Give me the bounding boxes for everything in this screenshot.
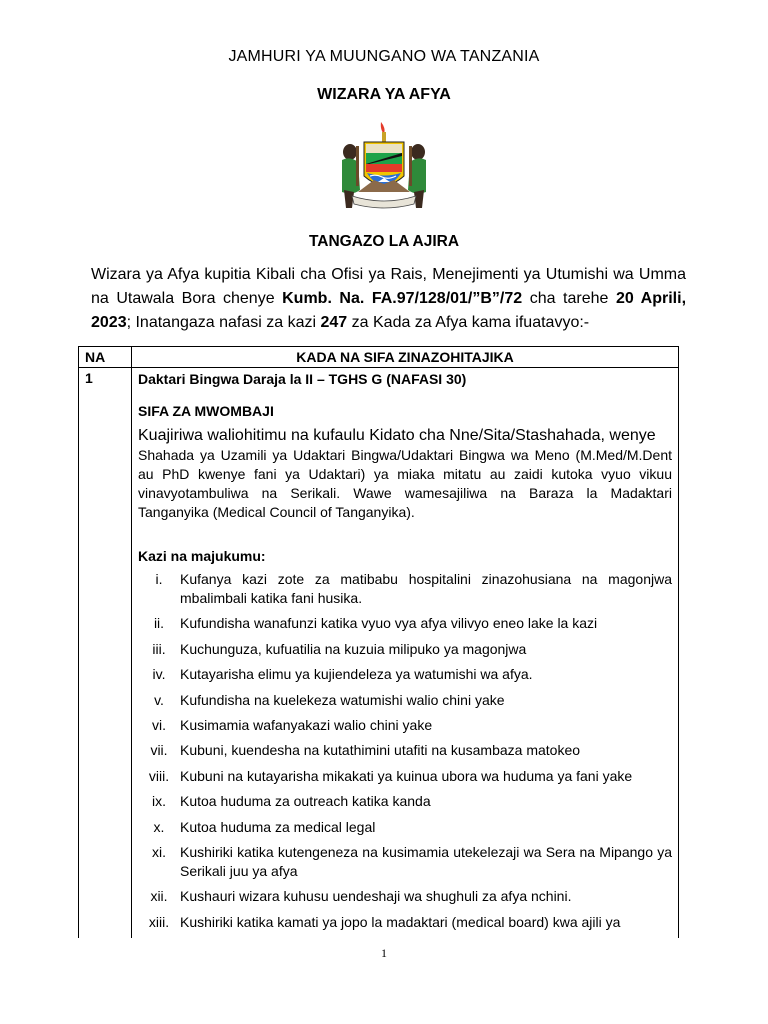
item-text: Kufanya kazi zote za matibabu hospitalini zinazohusiana na magonjwa mbalimbali katika fani husika. xyxy=(180,571,672,606)
announcement-title: TANGAZO LA AJIRA xyxy=(308,233,460,250)
item-text: Kubuni na kutayarisha mikakati ya kuinua ubora wa huduma ya fani yake xyxy=(180,767,633,784)
item-numeral: ix. xyxy=(152,793,166,810)
list-item xyxy=(138,640,672,659)
announcement-intro xyxy=(91,263,686,335)
list-item xyxy=(138,792,672,811)
item-text: Kushiriki katika kamati ya jopo la madaktari (medical board) kwa ajili ya xyxy=(180,913,621,930)
list-item xyxy=(138,767,672,786)
table-header-row xyxy=(79,347,679,368)
intro-count: 247 xyxy=(320,314,348,331)
list-item xyxy=(138,843,672,881)
item-numeral: xi. xyxy=(152,843,166,860)
list-item xyxy=(138,665,672,684)
item-numeral: vi. xyxy=(152,716,166,733)
table-row xyxy=(79,368,679,939)
requirements-heading: SIFA ZA MWOMBAJI xyxy=(138,403,274,419)
item-text: Kufundisha wanafunzi katika vyuo vya afya vilivyo eneo lake la kazi xyxy=(180,615,598,632)
row-number: 1 xyxy=(79,368,132,939)
intro-text-4: za Kada za Afya kama ifuatavyo:- xyxy=(347,314,590,331)
intro-date: 20 Aprili, 2023 xyxy=(91,290,687,331)
item-text: Kusimamia wafanyakazi walio chini yake xyxy=(180,716,433,733)
column-header-kada: KADA NA SIFA ZINAZOHITAJIKA xyxy=(132,347,679,368)
list-item xyxy=(138,818,672,837)
vacancies-table xyxy=(78,346,679,938)
page-number: 1 xyxy=(381,946,387,960)
list-item xyxy=(138,570,672,608)
list-item xyxy=(138,887,672,906)
item-text: Kuchunguza, kufuatilia na kuzuia milipuko ya magonjwa xyxy=(180,640,527,657)
list-item xyxy=(138,614,672,633)
intro-reference: Kumb. Na. FA.97/128/01/”B”/72 xyxy=(282,290,523,307)
item-numeral: vii. xyxy=(150,742,168,759)
requirements-text: Shahada ya Uzamili ya Udaktari Bingwa/Udaktari Bingwa wa Meno (M.Med/M.Dent au PhD kwenye fani ya Udaktari) ya miaka mitatu au zaidi kutoka vyuo vikuu vinavyotambuliwa na Serikali. Wawe wamesajiliwa na Baraza la Madaktari Tanganyika (Medical Council of Tanganyika). xyxy=(138,447,672,520)
item-numeral: i. xyxy=(155,571,163,587)
item-numeral: ii. xyxy=(153,615,165,632)
item-numeral: x. xyxy=(153,818,165,835)
duties-heading: Kazi na majukumu: xyxy=(138,548,266,564)
intro-text-2: cha tarehe xyxy=(522,290,616,307)
item-text: Kutoa huduma za medical legal xyxy=(180,818,376,835)
item-text: Kufundisha na kuelekeza watumishi walio chini yake xyxy=(180,691,505,708)
tanzania-coat-of-arms-icon xyxy=(334,120,434,212)
duties-list xyxy=(138,570,672,932)
item-numeral: xiii. xyxy=(148,913,170,930)
intro-text-3: ; Inatangaza nafasi za kazi xyxy=(126,314,321,331)
list-item xyxy=(138,691,672,710)
list-item xyxy=(138,913,672,932)
item-numeral: viii. xyxy=(148,767,170,784)
list-item xyxy=(138,716,672,735)
item-text: Kushauri wizara kuhusu uendeshaji wa shughuli za afya nchini. xyxy=(180,888,572,905)
post-title: Daktari Bingwa Daraja la II – TGHS G (NAFASI 30) xyxy=(138,371,467,387)
list-item xyxy=(138,741,672,760)
item-text: Kubuni, kuendesha na kutathimini utafiti na kusambaza matokeo xyxy=(180,742,581,759)
item-text: Kushiriki katika kutengeneza na kusimamia utekelezaji wa Sera na Mipango ya Serikali juu ya afya xyxy=(180,843,672,879)
item-numeral: xii. xyxy=(150,888,168,905)
column-header-na: NA xyxy=(79,347,132,368)
requirements-lead: Kuajiriwa waliohitimu na kufaulu Kidato cha Nne/Sita/Stashahada, wenye xyxy=(138,427,656,444)
country-name: JAMHURI YA MUUNGANO WA TANZANIA xyxy=(228,48,540,65)
item-numeral: iv. xyxy=(152,666,166,683)
item-numeral: iii. xyxy=(152,640,166,657)
item-numeral: v. xyxy=(154,691,164,708)
ministry-name: WIZARA YA AFYA xyxy=(317,86,451,103)
intro-text-1: Wizara ya Afya kupitia Kibali cha Ofisi ya Rais, Menejimenti ya Utumishi wa Umma na Utawala Bora chenye xyxy=(91,266,686,307)
item-text: Kutoa huduma za outreach katika kanda xyxy=(180,793,431,810)
row-content xyxy=(132,368,679,939)
item-text: Kutayarisha elimu ya kujiendeleza ya watumishi wa afya. xyxy=(180,666,533,683)
